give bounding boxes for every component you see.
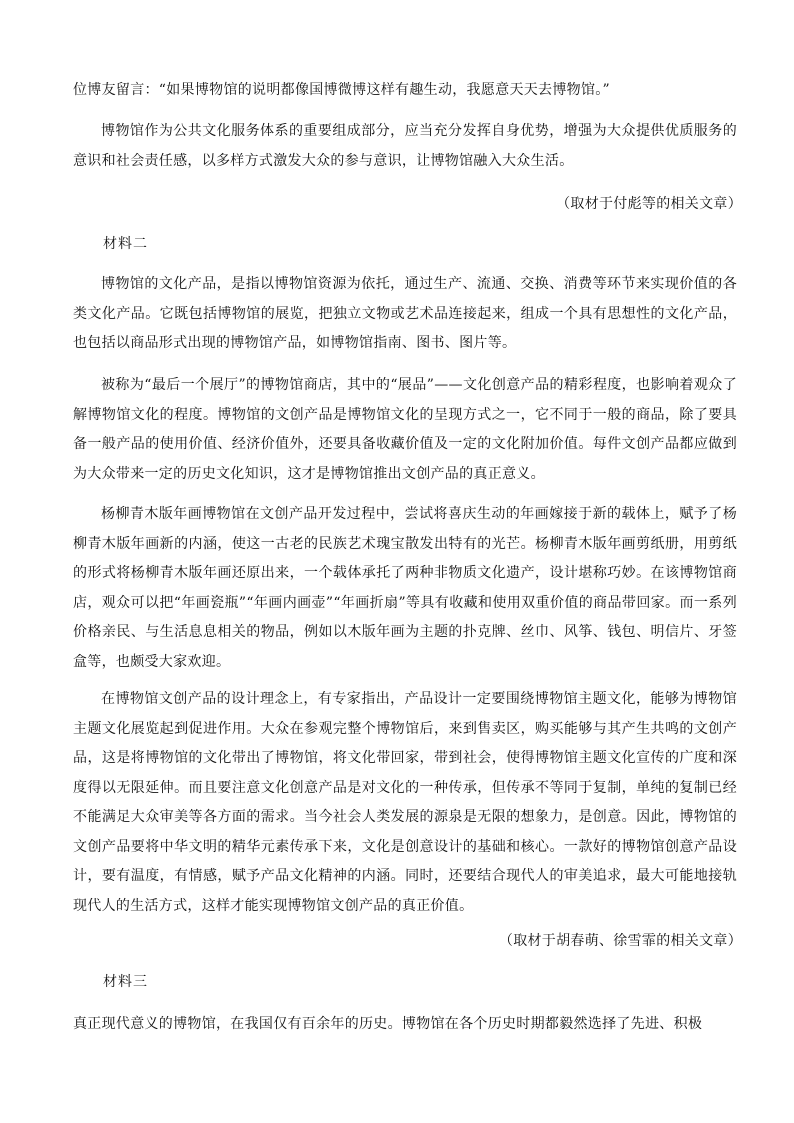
paragraph-7: 真正现代意义的博物馆，在我国仅有百余年的历史。博物馆在各个历史时期都毅然选择了先进、积极 <box>73 1016 703 1032</box>
section-heading-material-3: 材料三 <box>103 974 148 990</box>
paragraph-4: 被称为“最后一个展厅”的博物馆商店，其中的“展品”——文化创意产品的精彩程度，也影响着观众了解博物馆文化的程度。博物馆的文创产品是博物馆文化的呈现方式之一，它不同于一般的商品，除了要具备一般产品的使用价值、经济价值外，还要具备收藏价值及一定的文化附加价值。每件文创产品都应做到为大众带来一定的历史文化知识，这才是博物馆推出文创产品的真正意义。 <box>73 377 737 482</box>
paragraph-5: 杨柳青木版年画博物馆在文创产品开发过程中，尝试将喜庆生动的年画嫁接于新的载体上，赋予了杨柳青木版年画新的内涵，使这一古老的民族艺术瑰宝散发出特有的光芒。杨柳青木版年画剪纸册，用剪纸的形式将杨柳青木版年画还原出来，一个载体承托了两种非物质文化遗产，设计堪称巧妙。在该博物馆商店，观众可以把“年画瓷瓶”“年画内画壶”“年画折扇”等具有收藏和使用双重价值的商品带回家。而一系列价格亲民、与生活息息相关的物品，例如以木版年画为主题的扑克牌、丝巾、风筝、钱包、明信片、牙签盒等，也颇受大家欢迎。 <box>73 506 737 670</box>
paragraph-6: 在博物馆文创产品的设计理念上，有专家指出，产品设计一定要围绕博物馆主题文化，能够为博物馆主题文化展览起到促进作用。大众在参观完整个博物馆后，来到售卖区，购买能够与其产生共鸣的文创产品，这是将博物馆的文化带出了博物馆，将文化带回家，带到社会，使得博物馆主题文化宣传的广度和深度得以无限延伸。而且要注意文化创意产品是对文化的一种传承，但传承不等同于复制，单纯的复制已经不能满足大众审美等各方面的需求。当今社会人类发展的源泉是无限的想象力，是创意。因此，博物馆的文创产品要将中华文明的精华元素传承下来，文化是创意设计的基础和核心。一款好的博物馆创意产品设计，要有温度，有情感，赋予产品文化精神的内涵。同时，还要结合现代人的审美追求，最大可能地接轨现代人的生活方式，这样才能实现博物馆文创产品的真正价值。 <box>73 691 737 914</box>
source-note-2: （取材于胡春萌、徐雪霏的相关文章） <box>498 933 742 949</box>
paragraph-2: 博物馆作为公共文化服务体系的重要组成部分，应当充分发挥自身优势，增强为大众提供优质服务的意识和社会责任感，以多样方式激发大众的参与意识，让博物馆融入大众生活。 <box>73 123 737 169</box>
paragraph-1: 位博友留言：“如果博物馆的说明都像国博微博这样有趣生动，我愿意天天去博物馆。” <box>73 82 611 98</box>
section-heading-material-2: 材料二 <box>103 236 148 252</box>
paragraph-3: 博物馆的文化产品，是指以博物馆资源为依托，通过生产、流通、交换、消费等环节来实现价值的各类文化产品。它既包括博物馆的展览，把独立文物或艺术品连接起来，组成一个具有思想性的文化产品，也包括以商品形式出现的博物馆产品，如博物馆指南、图书、图片等。 <box>73 276 737 351</box>
source-note-1: （取材于付彪等的相关文章） <box>556 196 742 212</box>
